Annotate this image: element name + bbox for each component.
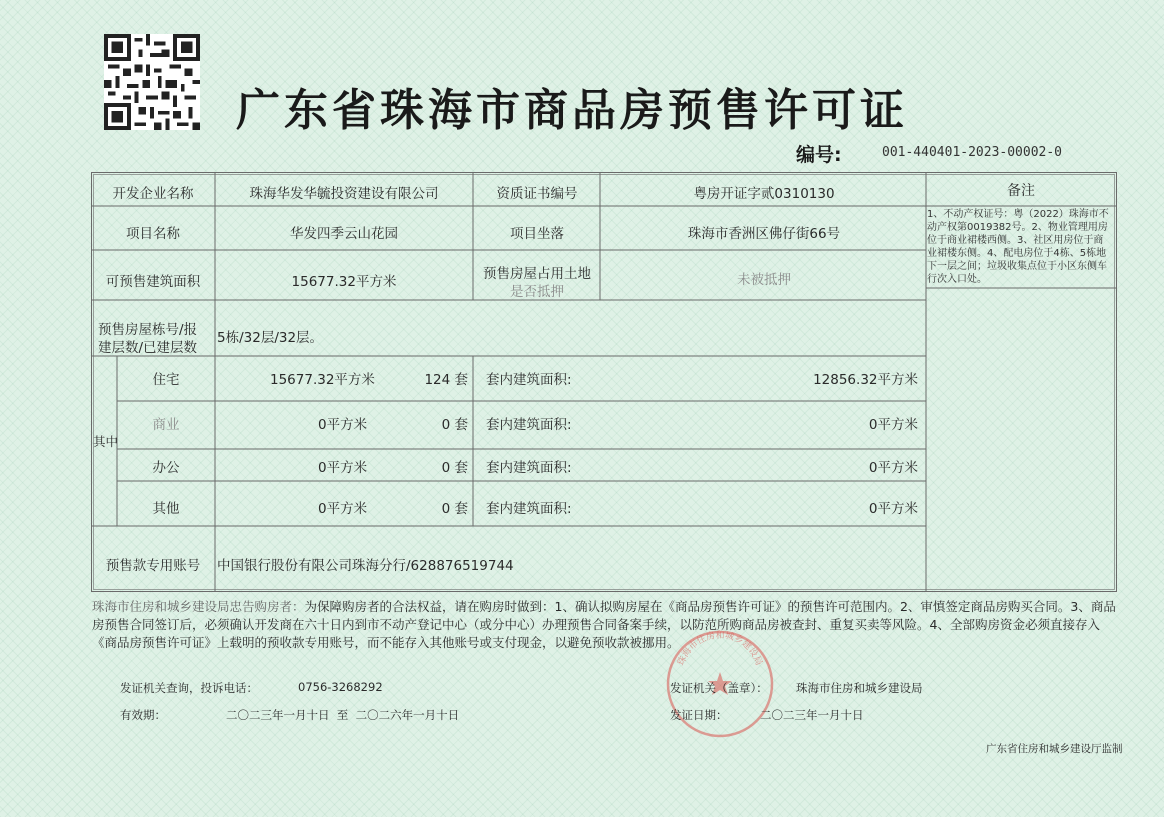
issue-date: 二〇二三年一月十日 — [760, 708, 864, 722]
developer-label: 开发企业名称 — [112, 186, 194, 202]
mortgage-label-2: 是否抵押 — [510, 284, 564, 300]
area-label: 可预售建筑面积 — [105, 274, 201, 290]
hotline-number: 0756-3268292 — [298, 680, 383, 694]
category-units: 0 套 — [441, 417, 468, 433]
category-label-residential: 住宅 — [152, 372, 180, 388]
validity-label: 有效期： — [120, 708, 166, 722]
category-area: 0平方米 — [318, 460, 368, 476]
category-area: 0平方米 — [318, 417, 368, 433]
account-label: 预售款专用账号 — [105, 558, 201, 574]
category-label-other: 其他 — [152, 501, 180, 517]
cert-label: 资质证书编号 — [496, 186, 578, 202]
presale-area: 15677.32平方米 — [291, 274, 397, 290]
validity-period: 二〇二三年一月十日 至 二〇二六年一月十日 — [226, 708, 460, 722]
category-units: 0 套 — [441, 460, 468, 476]
category-area: 0平方米 — [318, 501, 368, 517]
number-label: 编号: — [796, 144, 842, 166]
inner-area: 0平方米 — [868, 417, 918, 433]
building-label-2: 建层数/已建层数 — [98, 340, 198, 356]
inner-area: 0平方米 — [868, 460, 918, 476]
issue-date-label: 发证日期： — [670, 708, 728, 722]
inner-area-label: 套内建筑面积: — [486, 417, 572, 433]
inner-area-label: 套内建筑面积: — [486, 372, 572, 388]
location-label: 项目坐落 — [510, 226, 564, 242]
notice-heading: 珠海市住房和城乡建设局忠告购房者： — [92, 599, 305, 614]
project-label: 项目名称 — [126, 226, 180, 242]
qr-code — [104, 34, 200, 130]
issuer-label: 发证机关（盖章）： — [670, 681, 768, 695]
group-label: 其中 — [93, 434, 119, 449]
mortgage-status: 未被抵押 — [737, 272, 791, 288]
category-label-office: 办公 — [152, 460, 180, 476]
account-number: 中国银行股份有限公司珠海分行/628876519744 — [217, 558, 514, 574]
hotline-label: 发证机关查询，投诉电话： — [120, 681, 258, 695]
project-name: 华发四季云山花园 — [290, 226, 398, 242]
inner-area: 12856.32平方米 — [813, 372, 918, 388]
category-area: 15677.32平方米 — [270, 372, 375, 388]
inner-area-label: 套内建筑面积: — [486, 501, 572, 517]
category-units: 124 套 — [424, 372, 468, 388]
remarks-label: 备注 — [1007, 183, 1035, 199]
certificate-title: 广东省珠海市商品房预售许可证 — [236, 85, 908, 136]
svg-text:珠海市住房和城乡建设局 — [675, 629, 765, 667]
notice-body: 为保障购房者的合法权益，请在购房时做到：1、确认拟购房屋在《商品房预售许可证》的预售许可范围内。2、审慎签定商品房购买合同。3、商品房预售合同签订后，必须确认开发商在六十日内到市不动产登记中心（或分中心）办理预售合同备案手续，以防范所购商品房被查封、重复买卖等风险。4、全部购房资金必须直接存入《商品房预售许可证》上载明的预收款专用账号，而不能存入其他账号或支付现金，以避免预收款被挪用。 — [92, 599, 1116, 650]
seal-text: 珠海市住房和城乡建设局 — [676, 630, 764, 667]
category-label-commercial: 商业 — [152, 417, 180, 433]
building-info: 5栋/32层/32层。 — [217, 330, 324, 346]
buyer-notice — [92, 598, 1116, 652]
project-location: 珠海市香洲区佛仔街66号 — [687, 226, 841, 242]
developer-name: 珠海华发华毓投资建设有限公司 — [249, 186, 439, 202]
inner-area: 0平方米 — [868, 501, 918, 517]
building-label-1: 预售房屋栋号/报 — [98, 322, 198, 338]
inner-area-label: 套内建筑面积: — [486, 460, 572, 476]
supervisor-note: 广东省住房和城乡建设厅监制 — [986, 743, 1123, 755]
remarks-text: 1、不动产权证号：粤（2022）珠海市不动产权第0019382号。2、物业管理用房位于商业裙楼西侧。3、社区用房位于商业裙楼东侧。4、配电房位于4栋、5栋地下一层之间；垃圾收集点位于小区东侧车行次入口处。 — [927, 209, 1109, 285]
issuer-name: 珠海市住房和城乡建设局 — [796, 681, 923, 695]
certificate-number: 001-440401-2023-00002-0 — [882, 145, 1063, 160]
mortgage-label-1: 预售房屋占用土地 — [483, 266, 591, 282]
category-units: 0 套 — [441, 501, 468, 517]
cert-number: 粤房开证字贰0310130 — [693, 186, 835, 202]
